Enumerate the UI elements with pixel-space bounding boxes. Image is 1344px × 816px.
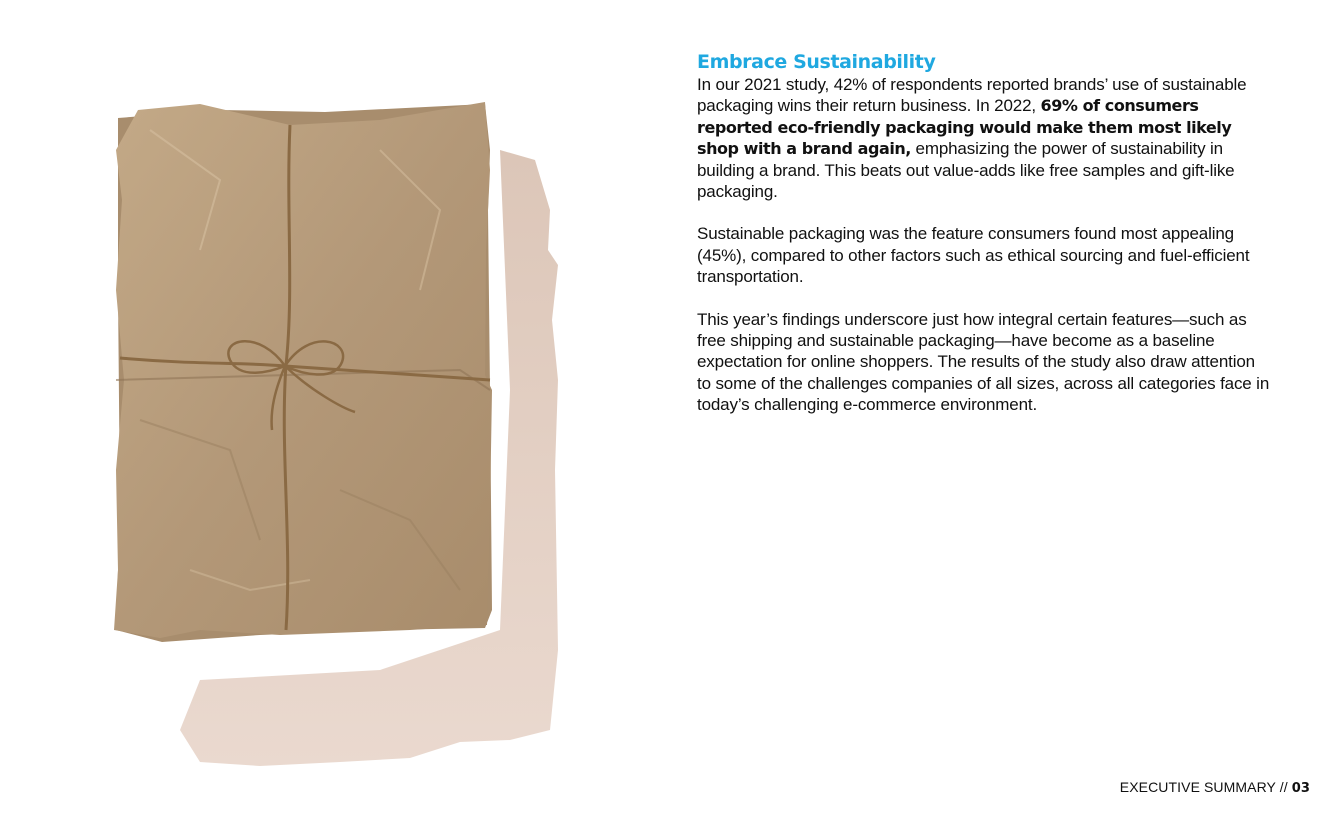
footer-section-label: EXECUTIVE SUMMARY // xyxy=(1119,779,1292,795)
section-heading: Embrace Sustainability xyxy=(697,51,936,73)
paragraph-findings: This year’s findings underscore just how integral certain features—such as free shipping and sustainable packaging—have become as a baseline expectation for online shoppers. The results of the study also draw attention to some of the challenges companies of all sizes, across all categories face in today’s challenging e-commerce environment. xyxy=(697,309,1270,415)
paragraph-tail: emphasizing the power of sustainability in building a brand. This beats out value-adds like free samples and gift-like packaging. xyxy=(697,139,1235,202)
paragraph-lead: In our 2021 study, 42% of respondents reported brands’ use of sustainable packaging wins their return business. In 2022, xyxy=(697,75,1247,116)
paragraph-sustainability-study xyxy=(697,74,1272,202)
text-column xyxy=(697,50,1272,437)
kraft-paper-package-image xyxy=(80,90,580,780)
page-footer xyxy=(1120,779,1310,796)
paragraph-highlight: 69% of consumers reported eco-friendly packaging would make them most likely shop with a brand again, xyxy=(697,96,1232,159)
paragraph-packaging-appeal: Sustainable packaging was the feature consumers found most appealing (45%), compared to other factors such as ethical sourcing and fuel-efficient transportation. xyxy=(697,224,1250,287)
page-number: 03 xyxy=(1291,781,1310,796)
